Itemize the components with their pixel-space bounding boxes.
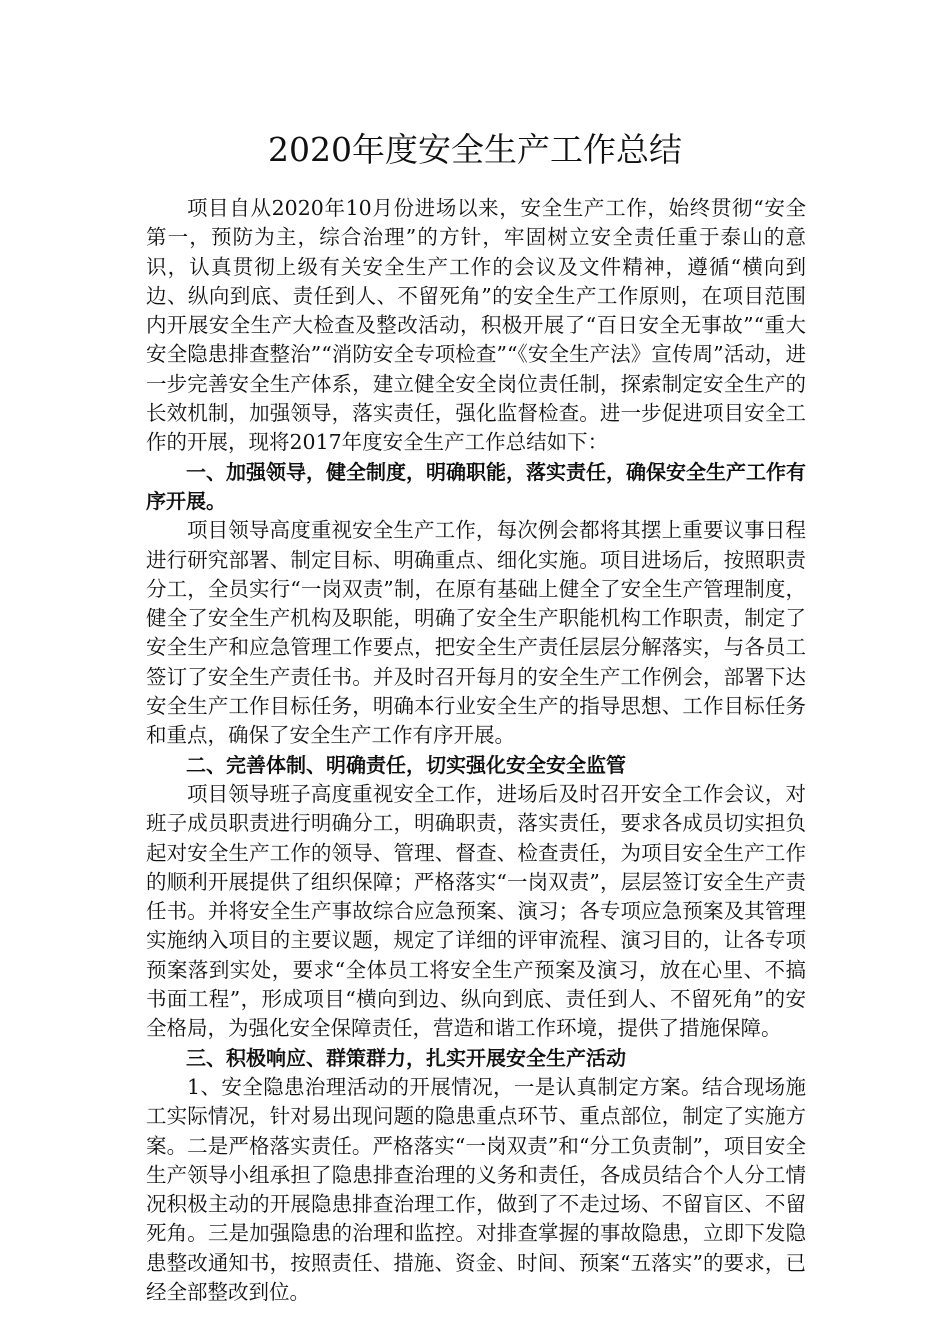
intro-paragraph: 项目自从2020年10月份进场以来，安全生产工作，始终贯彻“安全第一，预防为主，综合治理”的方针，牢固树立安全责任重于泰山的意识，认真贯彻上级有关安全生产工作的会议及文件精神，遵循“横向到边、纵向到底、责任到人、不留死角”的安全生产工作原则，在项目范围内开展安全生产大检查及整改活动，积极开展了“百日安全无事故”“重大安全隐患排查整治”“消防安全专项检查”“《安全生产法》宣传周”活动，进一步完善安全生产体系，建立健全安全岗位责任制，探索制定安全生产的长效机制，加强领导，落实责任，强化监督检查。进一步促进项目安全工作的开展，现将2017年度安全生产工作总结如下： — [146, 196, 806, 455]
document-title: 2020年度安全生产工作总结 — [268, 130, 682, 169]
section-2-paragraph: 项目领导班子高度重视安全工作，进场后及时召开安全工作会议，对班子成员职责进行明确分工，明确职责，落实责任，要求各成员切实担负起对安全生产工作的领导、管理、督查、检查责任，为项目安全生产工作的顺利开展提供了组织保障；严格落实“一岗双责”，层层签订安全生产责任书。并将安全生产事故综合应急预案、演习；各专项应急预案及其管理实施纳入项目的主要议题，规定了详细的评审流程、演习目的，让各专项预案落到实处，要求“全体员工将安全生产预案及演习，放在心里、不搞书面工程”，形成项目“横向到边、纵向到底、责任到人、不留死角”的安全格局，为强化安全保障责任，营造和谐工作环境，提供了措施保障。 — [146, 781, 806, 1041]
section-heading-3: 三、积极响应、群策群力，扎实开展安全生产活动 — [186, 1045, 626, 1070]
document-body — [146, 194, 806, 1307]
section-heading-1: 一、加强领导，健全制度，明确职能，落实责任，确保安全生产工作有序开展。 — [146, 459, 806, 513]
section-heading-2: 二、完善体制、明确责任，切实强化安全安全监管 — [186, 752, 626, 777]
section-1-paragraph: 项目领导高度重视安全生产工作，每次例会都将其摆上重要议事日程进行研究部署、制定目标、明确重点、细化实施。项目进场后，按照职责分工，全员实行“一岗双责”制，在原有基础上健全了安全生产管理制度，健全了安全生产机构及职能，明确了安全生产职能机构工作职责，制定了安全生产和应急管理工作要点，把安全生产责任层层分解落实，与各员工签订了安全生产责任书。并及时召开每月的安全生产工作例会，部署下达安全生产工作目标任务，明确本行业安全生产的指导思想、工作目标任务和重点，确保了安全生产工作有序开展。 — [146, 518, 806, 748]
section-3-paragraph: 1、安全隐患治理活动的开展情况，一是认真制定方案。结合现场施工实际情况，针对易出现问题的隐患重点环节、重点部位，制定了实施方案。二是严格落实责任。严格落实“一岗双责”和“分工负责制”，项目安全生产领导小组承担了隐患排查治理的义务和责任，各成员结合个人分工情况积极主动的开展隐患排查治理工作，做到了不走过场、不留盲区、不留死角。三是加强隐患的治理和监控。对排查掌握的事故隐患，立即下发隐患整改通知书，按照责任、措施、资金、时间、预案“五落实”的要求，已经全部整改到位。 — [146, 1074, 806, 1304]
